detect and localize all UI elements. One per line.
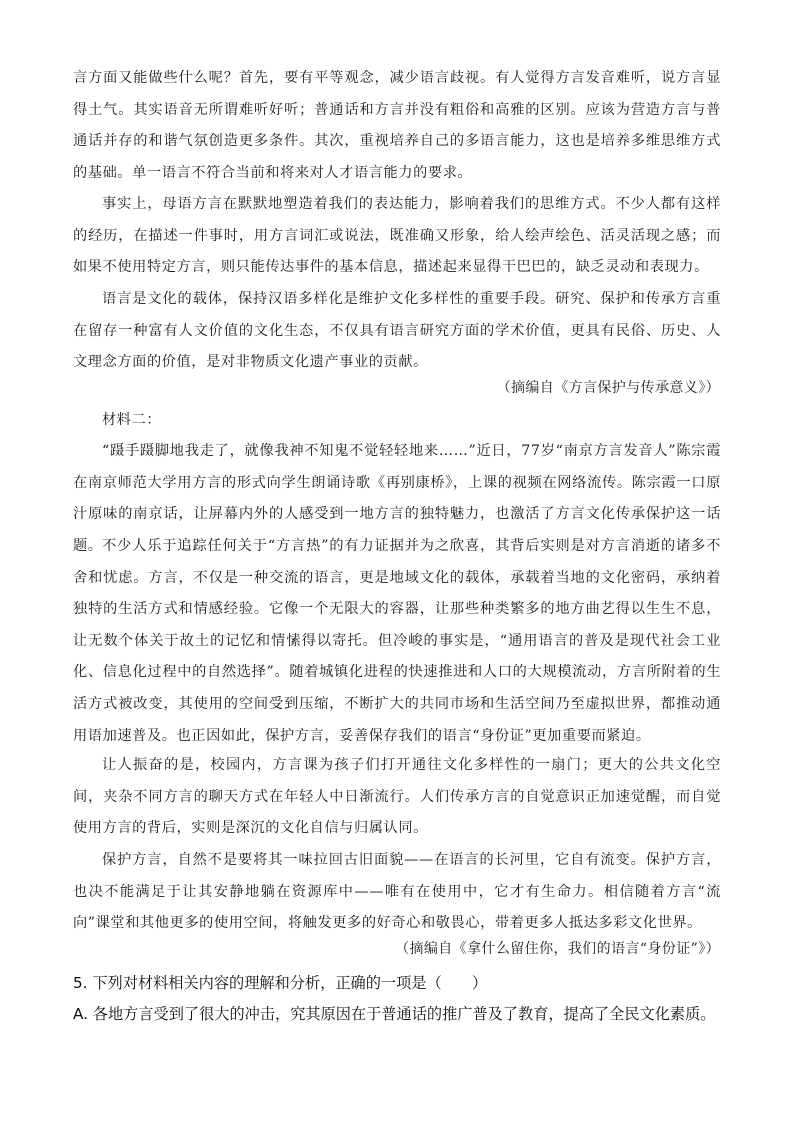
material2-source: （摘编自《拿什么留住你，我们的语言“身份证”》） [395,941,720,957]
question-5-stem: 5. 下列对材料相关内容的理解和分析，正确的一项是（ ） [73,974,488,992]
material2-paragraph-2: 不少人乐于追踪任何关于“方言热”的有力证据并为之欣喜，其背后实则是对方言消逝的诸多不舍和忧虑。方言，不仅是一种交流的语言，更是地域文化的载体，承载着当地的文化密码，承纳着独特的生活方式和情感经验。它像一个无限大的容器，让那些种类繁多的地方曲艺得以生生不息，让无数个体关于故土的记忆和情愫得以寄托。但冷峻的事实是，“通用语言的普及是现代社会工业化、信息化过程中的自然选择”。随着城镇化进程的快速推进和人口的大规模流动，方言所附着的生活方式被改变，其使用的空间受到压缩，不断扩大的共同市场和生活空间乃至虚拟世界，都推动通用语加速普及。也正因如此，保护方言，妥善保存我们的语言“身份证”更加重要而紧迫。 [73,538,721,744]
material2-label: 材料二： [102,412,162,428]
material1-source: （摘编自《方言保护与传承意义》） [496,380,720,396]
material2-paragraph-4: 保护方言，自然不是要将其一味拉回古旧面貌——在语言的长河里，它自有流变。保护方言，也决不能满足于让其安静地躺在资源库中——唯有在使用中，它才有生命力。相信随着方言“流向”课堂和其他更多的使用空间，将触发更多的好奇心和敬畏心，带着更多人抵达多彩文化世界。 [73,852,721,932]
material1-paragraph-3: 语言是文化的载体，保持汉语多样化是维护文化多样性的重要手段。研究、保护和传承方言重在留存一种富有人文价值的文化生态，不仅具有语言研究方面的学术价值，更具有民俗、历史、人文理念方面的价值，是对非物质文化遗产事业的贡献。 [73,291,721,371]
material2-paragraph-3: 让人振奋的是，校园内，方言课为孩子们打开通往文化多样性的一扇门；更大的公共文化空间，夹杂不同方言的聊天方式在年轻人中日渐流行。人们传承方言的自觉意识正加速觉醒，而自觉使用方言的背后，实则是深沉的文化自信与归属认同。 [73,757,721,837]
question-5-option-a: A. 各地方言受到了很大的冲击，究其原因在于普通话的推广普及了教育，提高了全民文化素质。 [73,1005,716,1023]
material2-paragraph-1: “蹑手蹑脚地我走了，就像我神不知鬼不觉轻轻地来……”近日，77岁“南京方言发音人”陈宗霞在南京师范大学用方言的形式向学生朗诵诗歌《再别康桥》，上课的视频在网络流传。陈宗霞一口原汁原味的南京话，让屏幕内外的人感受到一地方言的独特魅力，也激活了方言文化传承保护这一话题。 [73,443,721,554]
material1-paragraph-2: 事实上，母语方言在默默地塑造着我们的表达能力，影响着我们的思维方式。不少人都有这样的经历，在描述一件事时，用方言词汇或说法，既准确又形象，给人绘声绘色、活灵活现之感；而如果不使用特定方言，则只能传达事件的基本信息，描述起来显得干巴巴的，缺乏灵动和表现力。 [73,196,721,276]
material1-paragraph-1: 言方面又能做些什么呢？首先，要有平等观念，减少语言歧视。有人觉得方言发音难听，说方言显得土气。其实语音无所谓难听好听；普通话和方言并没有粗俗和高雅的区别。应该为营造方言与普通话并存的和谐气氛创造更多条件。其次，重视培养自己的多语言能力，这也是培养多维思维方式的基础。单一语言不符合当前和将来对人才语言能力的要求。 [73,70,721,181]
